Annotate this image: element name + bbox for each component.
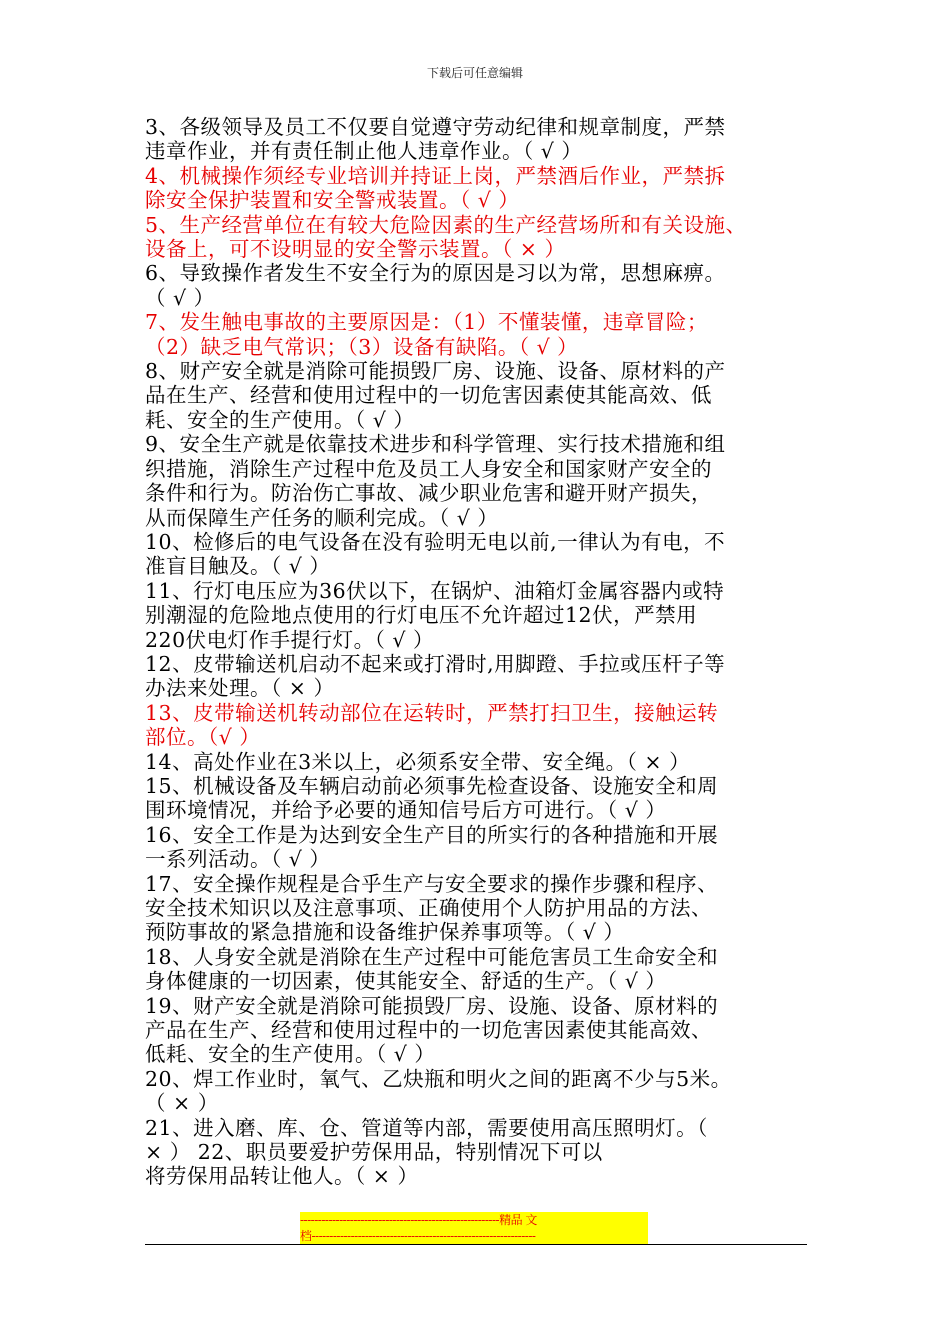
footer-mark-line2: 档--------------------------------------------------------------- (300, 1228, 648, 1244)
question-line: 19、财产安全就是消除可能损毁厂房、设施、设备、原材料的 (145, 993, 719, 1018)
question-item (145, 945, 810, 994)
question-line: 11、行灯电压应为36伏以下，在锅炉、油箱灯金属容器内或特 (145, 578, 725, 603)
question-line: 准盲目触及。（ √ ） (145, 554, 331, 579)
question-item (145, 872, 810, 945)
question-item (145, 164, 810, 213)
question-line: 安全技术知识以及注意事项、正确使用个人防护用品的方法、 (145, 896, 712, 920)
question-item (145, 1116, 810, 1189)
question-line: 21、进入磨、库、仓、管道等内部，需要使用高压照明灯。（ (145, 1115, 708, 1140)
question-line: 围环境情况，并给予必要的通知信号后方可进行。（ √ ） (145, 798, 667, 823)
question-line: 条件和行为。防治伤亡事故、减少职业危害和避开财产损失， (145, 481, 712, 506)
question-line: 4、机械操作须经专业培训并持证上岗，严禁酒后作业，严禁拆 (145, 163, 726, 188)
question-line: 办法来处理。（ × ） (145, 676, 335, 701)
question-line: 3、各级领导及员工不仅要自觉遵守劳动纪律和规章制度，严禁 (145, 115, 726, 139)
question-item (145, 261, 810, 310)
question-line: 预防事故的紧急措施和设备维护保养事项等。（ √ ） (145, 920, 625, 945)
question-line: 13、皮带输送机转动部位在运转时，严禁打扫卫生，接触运转 (145, 700, 719, 725)
question-line: × ） 22、职员要爱护劳保用品，特别情况下可以 (145, 1140, 603, 1165)
question-line: 5、生产经营单位在有较大危险因素的生产经营场所和有关设施、 (145, 212, 747, 237)
footer-mark-line1: --------------------------------------------------------精品 文 (300, 1212, 648, 1228)
question-line: 除安全保护装置和安全警戒装置。（ √ ） (145, 188, 520, 213)
question-item (145, 213, 810, 262)
question-line: （ √ ） (145, 285, 215, 310)
question-line: 17、安全操作规程是合乎生产与安全要求的操作步骤和程序、 (145, 871, 719, 896)
question-item (145, 359, 810, 432)
question-line: 20、焊工作业时，氧气、乙炔瓶和明火之间的距离不少与5米。 (145, 1066, 732, 1091)
question-line: 6、导致操作者发生不安全行为的原因是习以为常，思想麻痹。 (145, 261, 726, 286)
question-line: 7、发生触电事故的主要原因是：（1）不懂装懂，违章冒险； (145, 310, 708, 335)
question-line: （ × ） (145, 1091, 219, 1116)
question-line: 10、检修后的电气设备在没有验明无电以前,一律认为有电，不 (145, 529, 726, 554)
question-line: 耗、安全的生产使用。（ √ ） (145, 407, 415, 432)
question-line: 9、安全生产就是依靠技术进步和科学管理、实行技术措施和组 (145, 432, 726, 457)
question-line: 设备上，可不设明显的安全警示装置。（ × ） (145, 237, 566, 262)
question-line: 将劳保用品转让他人。（ × ） (145, 1164, 419, 1189)
question-line: 14、高处作业在3米以上，必须系安全带、安全绳。（ × ） (145, 749, 691, 774)
question-item (145, 530, 810, 579)
question-item (145, 823, 810, 872)
question-line: 从而保障生产任务的顺利完成。（ √ ） (145, 505, 499, 530)
question-line: 一系列活动。（ √ ） (145, 847, 331, 872)
question-line: 8、财产安全就是消除可能损毁厂房、设施、设备、原材料的产 (145, 359, 726, 384)
question-line: 身体健康的一切因素，使其能安全、舒适的生产。（ √ ） (145, 969, 667, 994)
footer-divider (145, 1244, 807, 1245)
question-line: 15、机械设备及车辆启动前必须事先检查设备、设施安全和周 (145, 773, 719, 798)
question-line: 别潮湿的危险地点使用的行灯电压不允许超过12伏，严禁用 (145, 603, 698, 628)
question-item (145, 432, 810, 530)
question-list (145, 115, 810, 1189)
question-item (145, 994, 810, 1067)
question-line: 织措施，消除生产过程中危及员工人身安全和国家财产安全的 (145, 456, 712, 481)
question-item (145, 115, 810, 164)
question-line: 产品在生产、经营和使用过程中的一切危害因素使其能高效、 (145, 1018, 712, 1043)
question-item (145, 701, 810, 750)
page-header: 下载后可任意编辑 (426, 66, 523, 80)
question-line: 部位。（√ ） (145, 725, 261, 750)
question-item (145, 750, 810, 774)
question-line: 16、安全工作是为达到安全生产目的所实行的各种措施和开展 (145, 822, 719, 847)
question-item (145, 579, 810, 652)
question-line: 品在生产、经营和使用过程中的一切危害因素使其能高效、低 (145, 383, 712, 408)
question-line: 违章作业，并有责任制止他人违章作业。（ √ ） (145, 139, 583, 164)
question-line: 220伏电灯作手提行灯。（ √ ） (145, 627, 434, 652)
question-item (145, 652, 810, 701)
question-line: 低耗、安全的生产使用。（ √ ） (145, 1042, 436, 1067)
question-line: 18、人身安全就是消除在生产过程中可能危害员工生命安全和 (145, 944, 719, 969)
question-line: （2）缺乏电气常识；（3）设备有缺陷。（ √ ） (145, 334, 579, 359)
question-item (145, 310, 810, 359)
question-item (145, 1067, 810, 1116)
question-item (145, 774, 810, 823)
question-line: 12、皮带输送机启动不起来或打滑时,用脚蹬、手拉或压杆子等 (145, 651, 726, 676)
